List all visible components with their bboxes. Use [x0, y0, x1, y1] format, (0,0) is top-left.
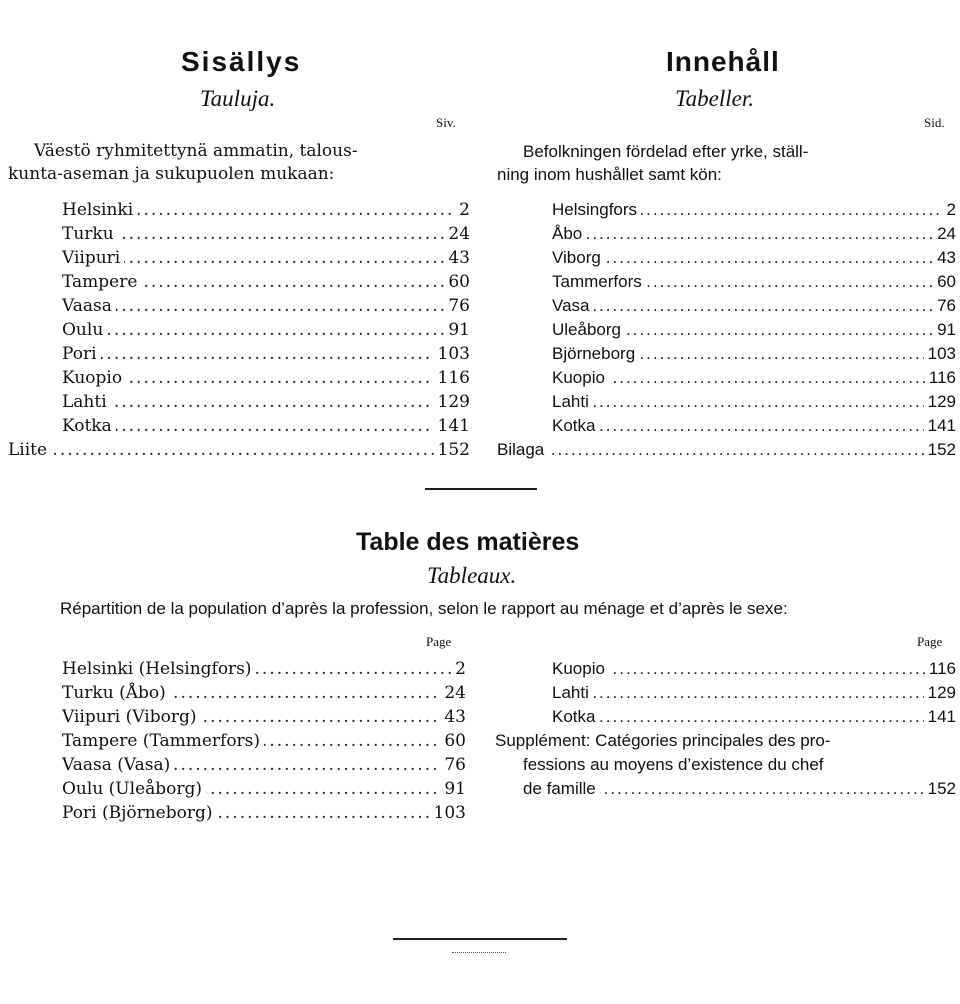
swedish-toc-entry-helsingfors[interactable]	[552, 198, 956, 222]
entry-name: Kotka	[552, 705, 599, 729]
entry-name: Tampere	[62, 270, 141, 294]
swedish-toc-entry-kotka[interactable]	[552, 414, 956, 438]
finnish-toc-entry-helsinki[interactable]	[62, 198, 470, 222]
french-supplement-line2: fessions au moyens d’existence du chef	[523, 755, 824, 774]
bottom-rule-short	[452, 952, 506, 953]
entry-page: 103	[430, 801, 466, 825]
leader-dots	[62, 318, 470, 342]
entry-name: Pori	[62, 342, 101, 366]
entry-page: 76	[440, 753, 466, 777]
swedish-intro-line2: ning inom hushållet samt kön:	[497, 165, 722, 184]
entry-page: 129	[924, 390, 956, 414]
entry-name: Vaasa (Vasa)	[62, 753, 174, 777]
french-toc-entry-lahti[interactable]	[552, 681, 956, 705]
french-intro: Répartition de la population d’après la profession, selon le rapport au ménage et d’après le sexe:	[60, 599, 788, 618]
swedish-subtitle: Tabeller.	[675, 86, 755, 111]
finnish-toc-entry-turku[interactable]	[62, 222, 470, 246]
entry-name: Turku	[62, 222, 118, 246]
entry-page: 116	[925, 366, 956, 390]
french-toc-entry-kotka[interactable]	[552, 705, 956, 729]
swedish-page-header: Sid.	[924, 115, 945, 130]
entry-name: Kuopio	[62, 366, 126, 390]
entry-page: 76	[444, 294, 470, 318]
leader-dots	[497, 438, 956, 462]
entry-name: Liite	[8, 438, 51, 462]
finnish-toc-entry-oulu[interactable]	[62, 318, 470, 342]
entry-name: Bilaga	[497, 438, 548, 462]
french-toc-entry-tampere[interactable]	[62, 729, 466, 753]
entry-name: Vaasa	[62, 294, 116, 318]
entry-page: 152	[434, 438, 470, 462]
entry-page: 43	[440, 705, 466, 729]
entry-name: Viborg	[552, 246, 605, 270]
entry-page: 116	[925, 657, 956, 681]
finnish-toc-entry-lahti[interactable]	[62, 390, 470, 414]
entry-name: Lahti	[62, 390, 111, 414]
leader-dots	[552, 414, 956, 438]
entry-page: 129	[924, 681, 956, 705]
leader-dots	[62, 390, 470, 414]
french-supplement-line1: Supplément: Catégories principales des pro-	[495, 731, 831, 750]
entry-name: Kuopio	[552, 657, 609, 681]
finnish-toc-entry-vaasa[interactable]	[62, 294, 470, 318]
swedish-intro-line1: Befolkningen fördelad efter yrke, ställ-	[523, 142, 809, 161]
entry-page: 116	[434, 366, 470, 390]
entry-name: Helsinki	[62, 198, 137, 222]
leader-dots	[8, 438, 470, 462]
swedish-toc-entry-uleaborg[interactable]	[552, 318, 956, 342]
leader-dots	[552, 366, 956, 390]
entry-page: 103	[924, 342, 956, 366]
finnish-toc-entry-pori[interactable]	[62, 342, 470, 366]
leader-dots	[552, 705, 956, 729]
entry-name: Oulu	[62, 318, 107, 342]
section-divider	[425, 488, 537, 490]
leader-dots	[552, 657, 956, 681]
entry-page: 103	[434, 342, 470, 366]
entry-name: de famille	[523, 777, 600, 801]
french-page-header-left: Page	[426, 634, 452, 649]
leader-dots	[62, 414, 470, 438]
entry-name: Kotka	[552, 414, 599, 438]
finnish-toc-entry-kotka[interactable]	[62, 414, 470, 438]
french-page-header-right: Page	[917, 634, 943, 649]
entry-page: 152	[924, 438, 956, 462]
finnish-toc-entry-viipuri[interactable]	[62, 246, 470, 270]
leader-dots	[552, 222, 956, 246]
swedish-toc-entry-vasa[interactable]	[552, 294, 956, 318]
leader-dots	[62, 342, 470, 366]
finnish-title: Sisällys	[181, 46, 302, 77]
entry-page: 60	[933, 270, 956, 294]
entry-page: 43	[933, 246, 956, 270]
entry-page: 91	[440, 777, 466, 801]
leader-dots	[552, 681, 956, 705]
entry-name: Viipuri (Viborg)	[62, 705, 200, 729]
finnish-toc-entry-kuopio[interactable]	[62, 366, 470, 390]
swedish-toc-entry-abo[interactable]	[552, 222, 956, 246]
entry-page: 141	[924, 414, 956, 438]
entry-name: Kuopio	[552, 366, 609, 390]
entry-name: Tammerfors	[552, 270, 646, 294]
entry-page: 91	[444, 318, 470, 342]
entry-page: 2	[943, 198, 956, 222]
entry-name: Helsingfors	[552, 198, 641, 222]
entry-name: Pori (Björneborg)	[62, 801, 216, 825]
entry-page: 24	[440, 681, 466, 705]
swedish-toc-entry-bjorneborg[interactable]	[552, 342, 956, 366]
swedish-title: Innehåll	[666, 46, 780, 77]
entry-page: 43	[444, 246, 470, 270]
leader-dots	[552, 246, 956, 270]
swedish-toc-entry-tammerfors[interactable]	[552, 270, 956, 294]
swedish-toc-entry-lahti[interactable]	[552, 390, 956, 414]
finnish-toc-entry-liite[interactable]	[8, 438, 470, 462]
entry-name: Åbo	[552, 222, 586, 246]
entry-page: 91	[933, 318, 956, 342]
finnish-page-header: Siv.	[436, 115, 456, 130]
swedish-toc-entry-viborg[interactable]	[552, 246, 956, 270]
entry-page: 129	[434, 390, 470, 414]
entry-name: Turku (Åbo)	[62, 681, 170, 705]
entry-page: 2	[451, 657, 466, 681]
french-title: Table des matières	[356, 528, 580, 556]
swedish-toc-entry-bilaga[interactable]	[497, 438, 956, 462]
entry-page: 2	[455, 198, 470, 222]
leader-dots	[552, 390, 956, 414]
entry-page: 76	[933, 294, 956, 318]
french-toc-entry-vaasa[interactable]	[62, 753, 466, 777]
entry-page: 24	[933, 222, 956, 246]
entry-name: Lahti	[552, 390, 593, 414]
french-toc-entry-turku[interactable]	[62, 681, 466, 705]
entry-page: 141	[924, 705, 956, 729]
entry-name: Helsinki (Helsingfors)	[62, 657, 256, 681]
finnish-intro-line1: Väestö ryhmitettynä ammatin, talous-	[34, 141, 358, 161]
french-toc-entry-supplement[interactable]	[523, 777, 956, 801]
swedish-toc-entry-kuopio[interactable]	[552, 366, 956, 390]
entry-name: Viipuri	[62, 246, 124, 270]
french-toc-entry-pori[interactable]	[62, 801, 466, 825]
entry-name: Lahti	[552, 681, 593, 705]
leader-dots	[62, 294, 470, 318]
french-toc-entry-viipuri[interactable]	[62, 705, 466, 729]
entry-name: Vasa	[552, 294, 594, 318]
finnish-subtitle: Tauluja.	[200, 86, 276, 111]
entry-name: Uleåborg	[552, 318, 625, 342]
entry-name: Björneborg	[552, 342, 639, 366]
leader-dots	[62, 222, 470, 246]
french-toc-entry-oulu[interactable]	[62, 777, 466, 801]
entry-name: Oulu (Uleåborg)	[62, 777, 206, 801]
finnish-intro-line2: kunta-aseman ja sukupuolen mukaan:	[8, 164, 335, 184]
entry-page: 24	[444, 222, 470, 246]
entry-name: Tampere (Tammerfors)	[62, 729, 264, 753]
french-toc-entry-kuopio[interactable]	[552, 657, 956, 681]
french-subtitle: Tableaux.	[427, 563, 517, 588]
entry-name: Kotka	[62, 414, 116, 438]
entry-page: 152	[924, 777, 956, 801]
finnish-toc-entry-tampere[interactable]	[62, 270, 470, 294]
bottom-rule	[393, 938, 567, 940]
french-toc-entry-helsinki[interactable]	[62, 657, 466, 681]
entry-page: 141	[434, 414, 470, 438]
entry-page: 60	[444, 270, 470, 294]
leader-dots	[552, 294, 956, 318]
entry-page: 60	[440, 729, 466, 753]
